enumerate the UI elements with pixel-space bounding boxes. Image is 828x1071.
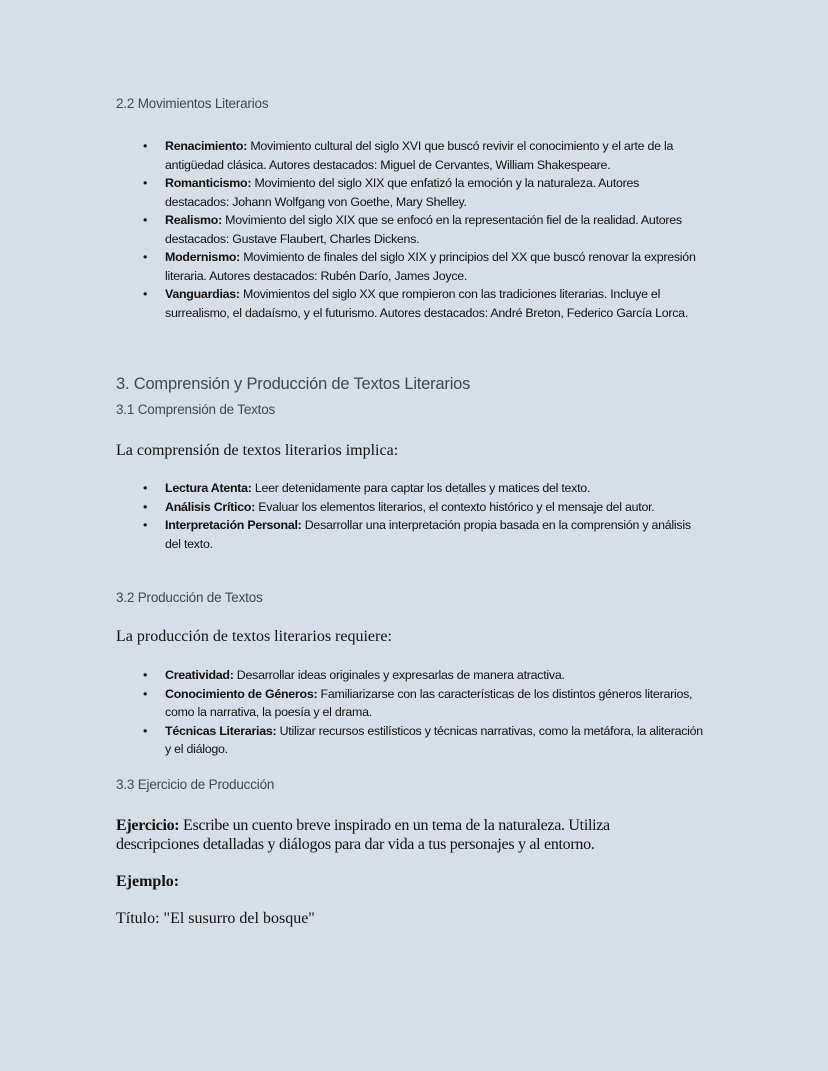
- item-text: Movimientos del siglo XX que rompieron con las tradiciones literarias. Incluye el surrealismo, el dadaísmo, y el futurismo. Autores destacados: André Breton, Federico García Lorca.: [165, 287, 689, 320]
- list-item: [116, 666, 706, 685]
- item-text: Familiarizarse con las características de los distintos géneros literarios, como la narrativa, la poesía y el drama.: [165, 686, 693, 719]
- bullet-icon: •: [143, 518, 148, 532]
- story-title: Título: "El susurro del bosque": [116, 910, 315, 927]
- item-text: Movimiento del siglo XIX que se enfocó en la representación fiel de la realidad. Autores destacados: Gustave Flaubert, Charles Dickens.: [165, 213, 682, 246]
- list-item: [116, 137, 706, 174]
- item-text: Desarrollar una interpretación propia basada en la comprensión y análisis del texto.: [165, 518, 691, 551]
- list-item: [116, 722, 706, 759]
- item-text: Movimiento cultural del siglo XVI que buscó revivir el conocimiento y el arte de la antigüedad clásica. Autores destacados: Miguel de Cervantes, William Shakespeare.: [165, 139, 674, 172]
- item-term: Interpretación Personal:: [165, 518, 302, 532]
- item-term: Modernismo:: [165, 250, 241, 264]
- item-text: Utilizar recursos estilísticos y técnicas narrativas, como la metáfora, la aliteración y el diálogo.: [165, 723, 703, 756]
- heading-3-3: 3.3 Ejercicio de Producción: [116, 777, 275, 792]
- bullet-icon: •: [143, 176, 148, 190]
- item-text: Movimiento de finales del siglo XIX y principios del XX que buscó renovar la expresión literaria. Autores destacados: Rubén Darío, James Joyce.: [165, 250, 696, 283]
- item-term: Conocimiento de Géneros:: [165, 686, 318, 701]
- production-intro: La producción de textos literarios requiere:: [116, 628, 392, 645]
- item-term: Creatividad:: [165, 668, 234, 682]
- list-item: [116, 498, 706, 517]
- item-term: Análisis Crítico:: [165, 499, 256, 514]
- item-text: Desarrollar ideas originales y expresarlas de manera atractiva.: [233, 668, 565, 682]
- comprehension-intro: La comprensión de textos literarios implica:: [116, 442, 399, 459]
- heading-3-2: 3.2 Producción de Textos: [116, 590, 263, 605]
- heading-3: 3. Comprensión y Producción de Textos Literarios: [116, 375, 471, 393]
- exercise-label: Ejercicio:: [116, 817, 180, 834]
- heading-3-1: 3.1 Comprensión de Textos: [116, 402, 276, 417]
- list-item: [116, 248, 706, 285]
- bullet-icon: •: [143, 668, 148, 682]
- item-text: Movimiento del siglo XIX que enfatizó la emoción y la naturaleza. Autores destacados: Johann Wolfgang von Goethe, Mary Shelley.: [165, 176, 640, 209]
- list-item: [116, 211, 706, 248]
- bullet-icon: •: [143, 481, 148, 495]
- item-term: Técnicas Literarias:: [165, 723, 277, 738]
- item-term: Vanguardias:: [165, 287, 240, 301]
- bullet-icon: •: [143, 139, 148, 153]
- item-term: Realismo:: [165, 213, 222, 227]
- bullet-icon: •: [143, 723, 148, 738]
- item-text: Evaluar los elementos literarios, el contexto histórico y el mensaje del autor.: [255, 499, 655, 514]
- bullet-icon: •: [143, 250, 148, 264]
- bullet-icon: •: [143, 499, 148, 514]
- comprehension-list: [116, 479, 716, 553]
- exercise-text: Escribe un cuento breve inspirado en un tema de la naturaleza. Utiliza descripciones detalladas y diálogos para dar vida a tus personajes y al entorno.: [116, 817, 610, 853]
- item-term: Lectura Atenta:: [165, 481, 252, 495]
- exercise-paragraph: [116, 816, 676, 854]
- item-term: Renacimiento:: [165, 139, 248, 153]
- example-label: Ejemplo:: [116, 873, 180, 890]
- heading-2-2: 2.2 Movimientos Literarios: [116, 96, 269, 111]
- production-list: [116, 666, 716, 759]
- item-text: Leer detenidamente para captar los detalles y matices del texto.: [251, 481, 591, 495]
- list-item: [116, 174, 706, 211]
- list-item: [116, 516, 706, 553]
- item-term: Romanticismo:: [165, 176, 252, 190]
- bullet-icon: •: [143, 686, 148, 701]
- bullet-icon: •: [143, 213, 148, 227]
- list-item: [116, 479, 706, 498]
- list-item: [116, 285, 706, 322]
- bullet-icon: •: [143, 287, 148, 301]
- list-item: [116, 685, 706, 722]
- movements-list: [116, 137, 716, 322]
